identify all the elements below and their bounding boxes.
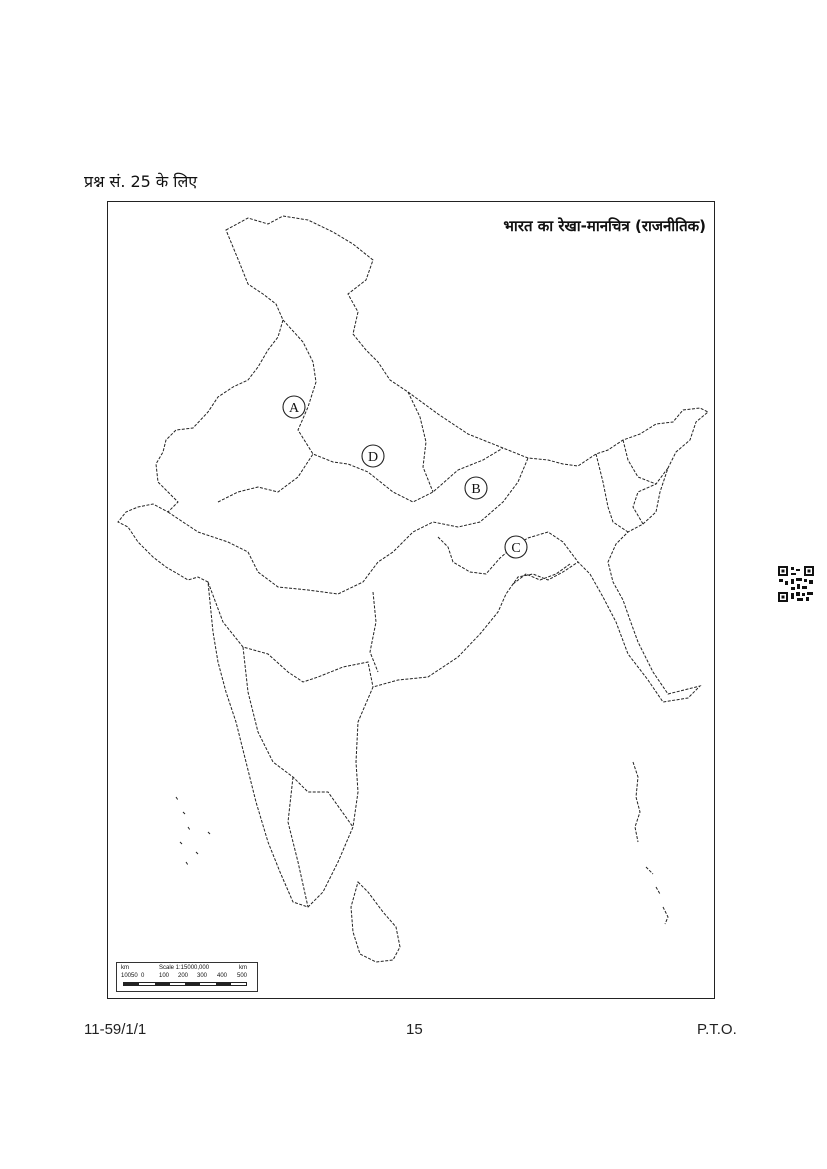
marker-a	[283, 396, 305, 418]
scale-tick: 50	[131, 973, 138, 979]
scale-tick: 300	[197, 973, 208, 979]
qr-code-icon	[777, 565, 815, 603]
scale-tick: 100	[121, 973, 132, 979]
india-outline-map	[108, 202, 716, 1000]
state-line-3	[218, 454, 313, 502]
page-number: 15	[406, 1021, 423, 1038]
paper-code: 11-59/1/1	[84, 1021, 147, 1038]
pto-label: P.T.O.	[697, 1021, 737, 1038]
scale-tick: 200	[178, 973, 189, 979]
marker-b	[465, 477, 487, 499]
svg-text:C: C	[511, 541, 521, 556]
lakshadweep-islands	[176, 797, 210, 865]
india-boundary	[118, 216, 708, 907]
state-line-11	[623, 440, 668, 484]
state-line-7	[243, 647, 353, 827]
map-frame	[107, 201, 715, 999]
scale-tick: 400	[217, 973, 228, 979]
scale-text: Scale 1:15000,000	[159, 965, 210, 971]
scale-tick: 0	[141, 973, 145, 979]
marker-c	[505, 536, 527, 558]
state-line-6	[370, 592, 378, 672]
scale-km-right: km	[239, 965, 247, 971]
state-line-10	[596, 454, 628, 532]
svg-text:A: A	[288, 401, 300, 416]
svg-text:D: D	[367, 450, 379, 465]
delta-coast	[513, 564, 570, 584]
sri-lanka-outline	[351, 882, 400, 962]
scale-graduation	[123, 982, 247, 986]
state-line-5	[208, 582, 373, 687]
scale-tick: 500	[237, 973, 248, 979]
scale-tick: 100	[159, 973, 170, 979]
scale-bar	[116, 962, 258, 992]
state-line-12	[633, 484, 656, 524]
andaman-nicobar-islands	[633, 762, 668, 924]
state-line-1	[283, 320, 503, 502]
state-line-2	[408, 392, 433, 492]
state-line-8	[288, 777, 308, 907]
scale-km-left: km	[121, 965, 129, 971]
question-label: प्रश्न सं. 25 के लिए	[84, 172, 198, 191]
marker-d	[362, 445, 384, 467]
svg-text:B: B	[471, 482, 481, 497]
map-title: भारत का रेखा-मानचित्र (राजनीतिक)	[503, 217, 706, 235]
